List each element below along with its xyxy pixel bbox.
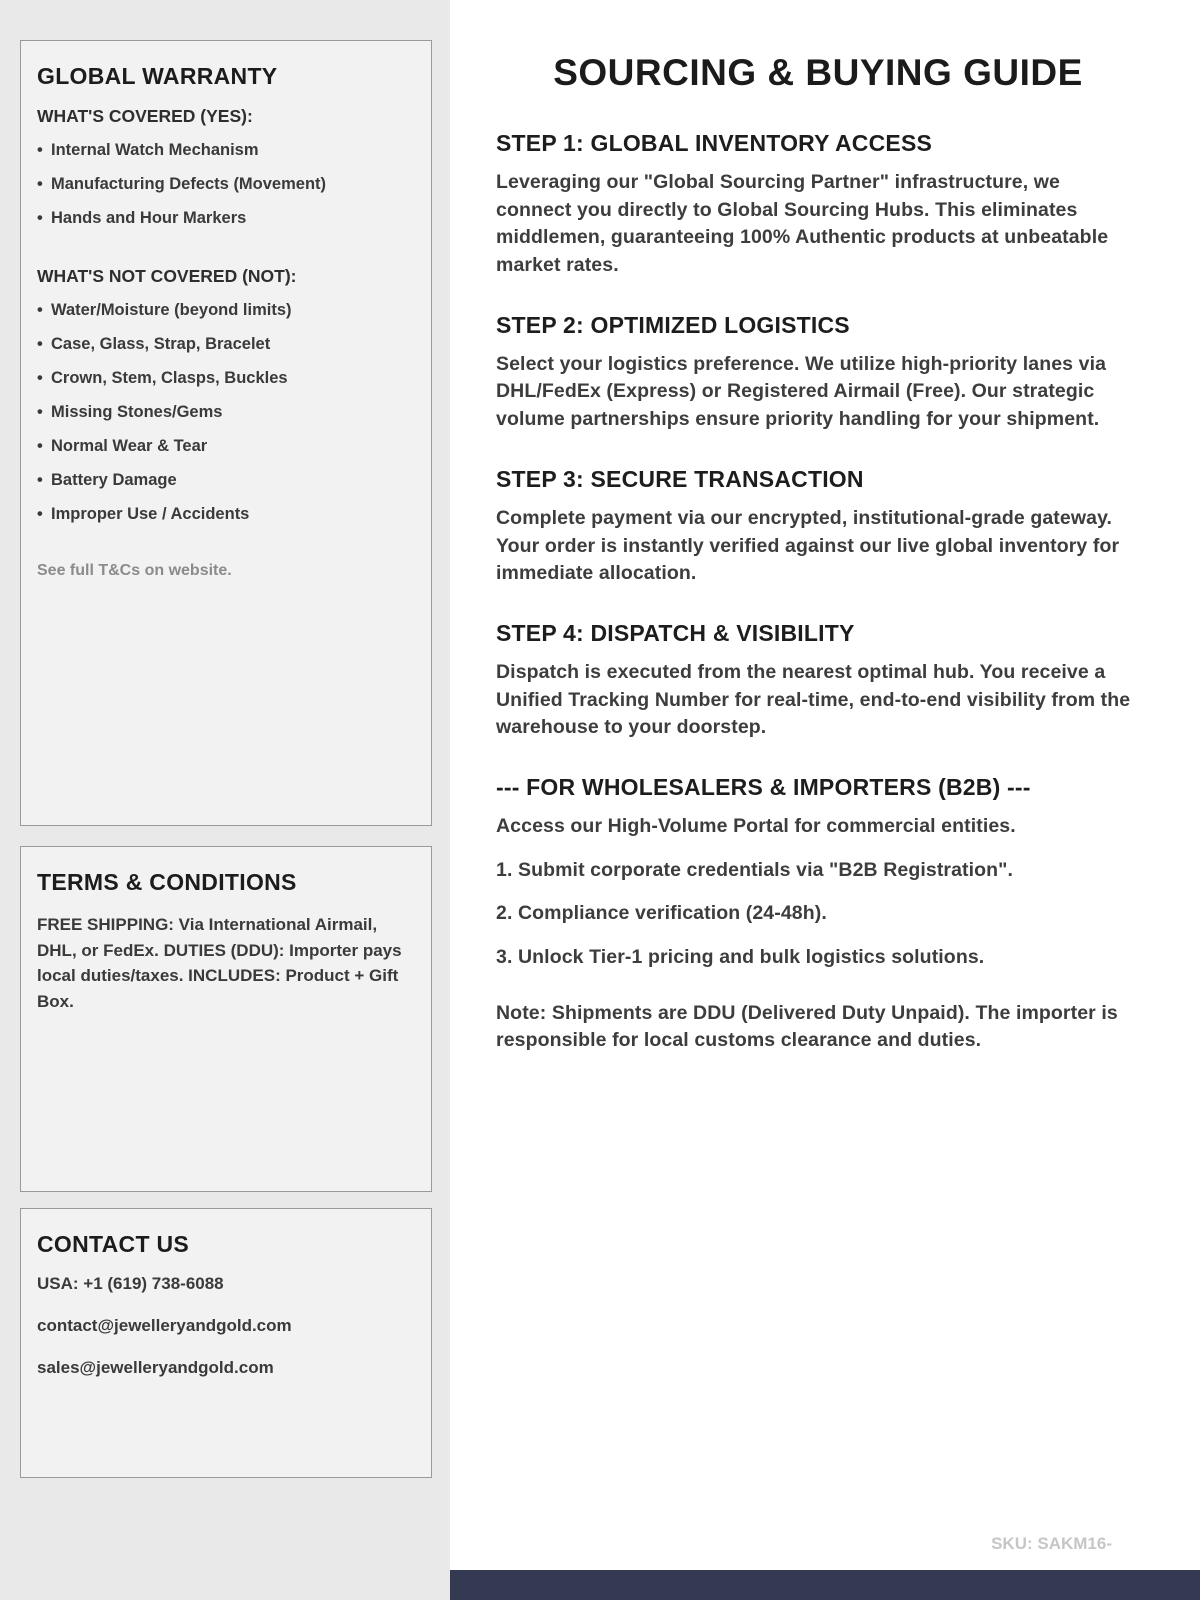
b2b-heading: --- FOR WHOLESALERS & IMPORTERS (B2B) --- xyxy=(496,773,1031,800)
warranty-footnote: See full T&Cs on website. xyxy=(37,562,232,579)
step-3-heading: STEP 3: SECURE TRANSACTION xyxy=(496,465,864,492)
list-item: • Internal Watch Mechanism xyxy=(37,141,415,160)
list-item: • Hands and Hour Markers xyxy=(37,209,415,228)
list-item: • Case, Glass, Strap, Bracelet xyxy=(37,335,415,354)
list-item: • Manufacturing Defects (Movement) xyxy=(37,175,415,194)
terms-title: TERMS & CONDITIONS xyxy=(37,869,297,895)
step-4-body: Dispatch is executed from the nearest optimal hub. You receive a Unified Tracking Number for real-time, end-to-end visibility from the warehouse to your doorstep. xyxy=(496,660,1131,739)
covered-list xyxy=(37,141,415,228)
b2b-note: Note: Shipments are DDU (Delivered Duty Unpaid). The importer is responsible for local customs clearance and duties. xyxy=(496,1001,1118,1052)
sidebar xyxy=(0,0,450,1600)
list-item: • Improper Use / Accidents xyxy=(37,505,415,524)
warranty-title: GLOBAL WARRANTY xyxy=(37,63,278,89)
terms-body: FREE SHIPPING: Via International Airmail, DHL, or FedEx. DUTIES (DDU): Importer pays local duties/taxes. INCLUDES: Product + Gift Box. xyxy=(37,915,402,1011)
list-item: • Missing Stones/Gems xyxy=(37,403,415,422)
list-item: • Water/Moisture (beyond limits) xyxy=(37,301,415,320)
step-1-body: Leveraging our "Global Sourcing Partner" infrastructure, we connect you directly to Global Sourcing Hubs. This eliminates middlemen, guaranteeing 100% Authentic products at unbeatable market rates. xyxy=(496,171,1109,277)
contact-title: CONTACT US xyxy=(37,1231,190,1257)
main-content xyxy=(450,0,1200,1600)
page-title: SOURCING & BUYING GUIDE xyxy=(553,52,1083,93)
step-2-body: Select your logistics preference. We utilize high-priority lanes via DHL/FedEx (Express) or Registered Airmail (Free). Our strategic volume partnerships ensure priority handling for your shipment. xyxy=(496,352,1107,431)
list-item: • Crown, Stem, Clasps, Buckles xyxy=(37,369,415,388)
b2b-step-1: 1. Submit corporate credentials via "B2B Registration". xyxy=(496,858,1014,881)
b2b-step-3: 3. Unlock Tier-1 pricing and bulk logistics solutions. xyxy=(496,946,985,968)
list-item: • Normal Wear & Tear xyxy=(37,437,415,456)
step-3-body: Complete payment via our encrypted, institutional-grade gateway. Your order is instantly verified against our live global inventory for immediate allocation. xyxy=(496,506,1120,585)
contact-panel xyxy=(20,1208,432,1478)
guide-body xyxy=(496,130,1140,1055)
terms-panel xyxy=(20,846,432,1192)
not-covered-heading: WHAT'S NOT COVERED (NOT): xyxy=(37,266,297,286)
b2b-intro: Access our High-Volume Portal for commercial entities. xyxy=(496,814,1016,837)
b2b-step-2: 2. Compliance verification (24-48h). xyxy=(496,902,827,925)
contact-email-primary: contact@jewelleryandgold.com xyxy=(37,1316,292,1335)
step-4-heading: STEP 4: DISPATCH & VISIBILITY xyxy=(496,619,855,646)
footer-bar xyxy=(450,1570,1200,1600)
not-covered-list xyxy=(37,301,415,524)
list-item: • Battery Damage xyxy=(37,471,415,490)
step-2-heading: STEP 2: OPTIMIZED LOGISTICS xyxy=(496,311,850,338)
contact-email-sales: sales@jewelleryandgold.com xyxy=(37,1358,274,1377)
sku-label: SKU: SAKM16- xyxy=(991,1534,1112,1553)
step-1-heading: STEP 1: GLOBAL INVENTORY ACCESS xyxy=(496,130,933,156)
contact-phone: USA: +1 (619) 738-6088 xyxy=(37,1274,224,1293)
covered-heading: WHAT'S COVERED (YES): xyxy=(37,106,253,126)
global-warranty-panel xyxy=(20,40,432,826)
